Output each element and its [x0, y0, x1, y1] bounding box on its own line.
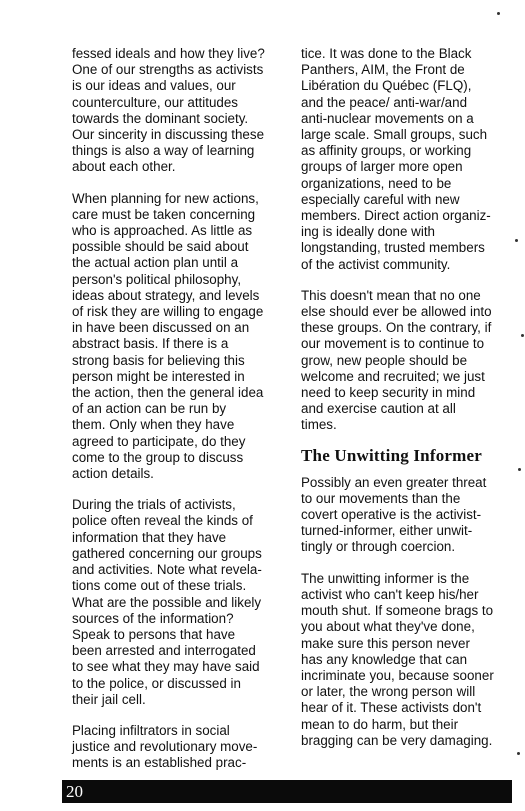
paragraph: [301, 288, 513, 434]
text-line: their jail cell.: [72, 691, 146, 707]
text-line: grow, new people should be: [301, 352, 468, 368]
paragraph: [72, 46, 284, 176]
text-line: come to the group to discuss: [72, 449, 244, 465]
text-line: What are the possible and likely: [72, 594, 262, 610]
text-line: Speak to persons that have: [72, 626, 236, 642]
scan-speck: [518, 468, 521, 471]
paragraph-gap: [72, 708, 284, 723]
text-line: else should ever be allowed into: [301, 304, 492, 320]
text-line: person's political philosophy,: [72, 271, 242, 287]
text-line: counterculture, our attitudes: [72, 94, 238, 110]
paragraph: [72, 497, 284, 708]
paragraph: [72, 191, 284, 483]
text-line: turned-informer, either unwit-: [301, 523, 473, 539]
footer-bar: [62, 780, 512, 803]
text-line: is our ideas and values, our: [72, 78, 236, 94]
text-line: activist who can't keep his/her: [301, 586, 479, 602]
text-line: longstanding, trusted members: [301, 240, 485, 256]
text-line: bragging can be very damaging.: [301, 732, 493, 748]
text-line: possible should be said about: [72, 239, 249, 255]
text-line: of the activist community.: [301, 256, 451, 272]
page-number: 20: [66, 782, 83, 801]
text-line: abstract basis. If there is a: [72, 336, 229, 352]
paragraph: [301, 475, 513, 556]
text-line: our movement is to continue to: [301, 336, 485, 352]
paragraph-gap: [301, 273, 513, 288]
text-line: been arrested and interrogated: [72, 643, 256, 659]
text-line: tions come out of these trials.: [72, 578, 247, 594]
text-line: Placing infiltrators in social: [72, 722, 230, 738]
text-line: Panthers, AIM, the Front de: [301, 62, 465, 78]
text-line: Possibly an even greater threat: [301, 474, 487, 490]
text-line: hear of it. These activists don't: [301, 700, 482, 716]
paragraph: [72, 723, 284, 772]
text-line: information that they have: [72, 529, 227, 545]
text-line: make sure this person never: [301, 635, 470, 651]
section-heading: The Unwitting Informer: [301, 445, 482, 465]
paragraph: [301, 46, 513, 273]
text-line: This doesn't mean that no one: [301, 287, 481, 303]
text-line: anti-nuclear movements on a: [301, 110, 474, 126]
paragraph-gap: [301, 556, 513, 571]
text-line: the action, then the general idea: [72, 385, 264, 401]
text-line: especially careful with new: [301, 191, 460, 207]
text-line: welcome and recruited; we just: [301, 368, 485, 384]
text-line: justice and revolutionary move-: [72, 739, 258, 755]
text-line: ing is ideally done with: [301, 224, 435, 240]
text-line: large scale. Small groups, such: [301, 127, 488, 143]
text-line: the actual action plan until a: [72, 255, 239, 271]
text-line: who is approached. As little as: [72, 223, 253, 239]
scan-speck: [521, 334, 524, 337]
text-line: Our sincerity in discussing these: [72, 127, 265, 143]
text-line: these groups. On the contrary, if: [301, 320, 492, 336]
text-line: members. Direct action organiz-: [301, 208, 491, 224]
right-column: [301, 46, 513, 749]
text-line: to our movements than the: [301, 490, 461, 506]
text-line: During the trials of activists,: [72, 497, 236, 513]
text-line: police often reveal the kinds of: [72, 513, 253, 529]
text-line: has any knowledge that can: [301, 651, 468, 667]
text-line: strong basis for believing this: [72, 352, 245, 368]
text-line: One of our strengths as activists: [72, 62, 264, 78]
text-line: agreed to participate, do they: [72, 433, 246, 449]
text-line: you about what they've done,: [301, 619, 475, 635]
text-line: to the police, or discussed in: [72, 675, 241, 691]
left-column: [72, 46, 284, 772]
text-line: gathered concerning our groups: [72, 545, 262, 561]
text-line: of risk they are willing to engage: [72, 304, 264, 320]
text-line: things is also a way of learning: [72, 143, 255, 159]
text-line: and exercise caution at all: [301, 401, 456, 417]
text-line: tice. It was done to the Black: [301, 46, 472, 61]
text-line: organizations, need to be: [301, 175, 452, 191]
text-line: covert operative is the activist-: [301, 507, 482, 523]
text-line: incriminate you, because sooner: [301, 667, 494, 683]
text-line: about each other.: [72, 159, 176, 175]
text-line: and activities. Note what revela-: [72, 562, 262, 578]
paragraph: [301, 571, 513, 749]
text-line: times.: [301, 417, 337, 433]
text-line: sources of the information?: [72, 610, 234, 626]
text-line: mouth shut. If someone brags to: [301, 603, 494, 619]
text-line: towards the dominant society.: [72, 110, 249, 126]
text-line: in have been discussed on an: [72, 320, 250, 336]
text-line: person might be interested in: [72, 368, 245, 384]
text-line: to see what they may have said: [72, 659, 260, 675]
text-line: as affinity groups, or working: [301, 143, 472, 159]
text-line: action details.: [72, 466, 154, 482]
scan-speck: [515, 239, 518, 242]
text-line: of an action can be run by: [72, 401, 227, 417]
text-line: When planning for new actions,: [72, 190, 259, 206]
paragraph-gap: [72, 482, 284, 497]
text-line: groups of larger more open: [301, 159, 463, 175]
text-line: care must be taken concerning: [72, 206, 256, 222]
text-line: fessed ideals and how they live?: [72, 46, 265, 61]
text-line: mean to do harm, but their: [301, 716, 459, 732]
text-line: ideas about strategy, and levels: [72, 287, 260, 303]
text-line: them. Only when they have: [72, 417, 235, 433]
scan-speck: [497, 12, 500, 15]
paragraph-gap: [72, 176, 284, 191]
text-line: and the peace/ anti-war/and: [301, 94, 468, 110]
text-line: The unwitting informer is the: [301, 570, 470, 586]
text-line: ments is an established prac-: [72, 755, 247, 771]
text-line: Libération du Québec (FLQ),: [301, 78, 472, 94]
text-line: or later, the wrong person will: [301, 684, 476, 700]
text-line: need to keep security in mind: [301, 385, 476, 401]
scan-speck: [517, 752, 520, 755]
text-line: tingly or through coercion.: [301, 539, 456, 555]
